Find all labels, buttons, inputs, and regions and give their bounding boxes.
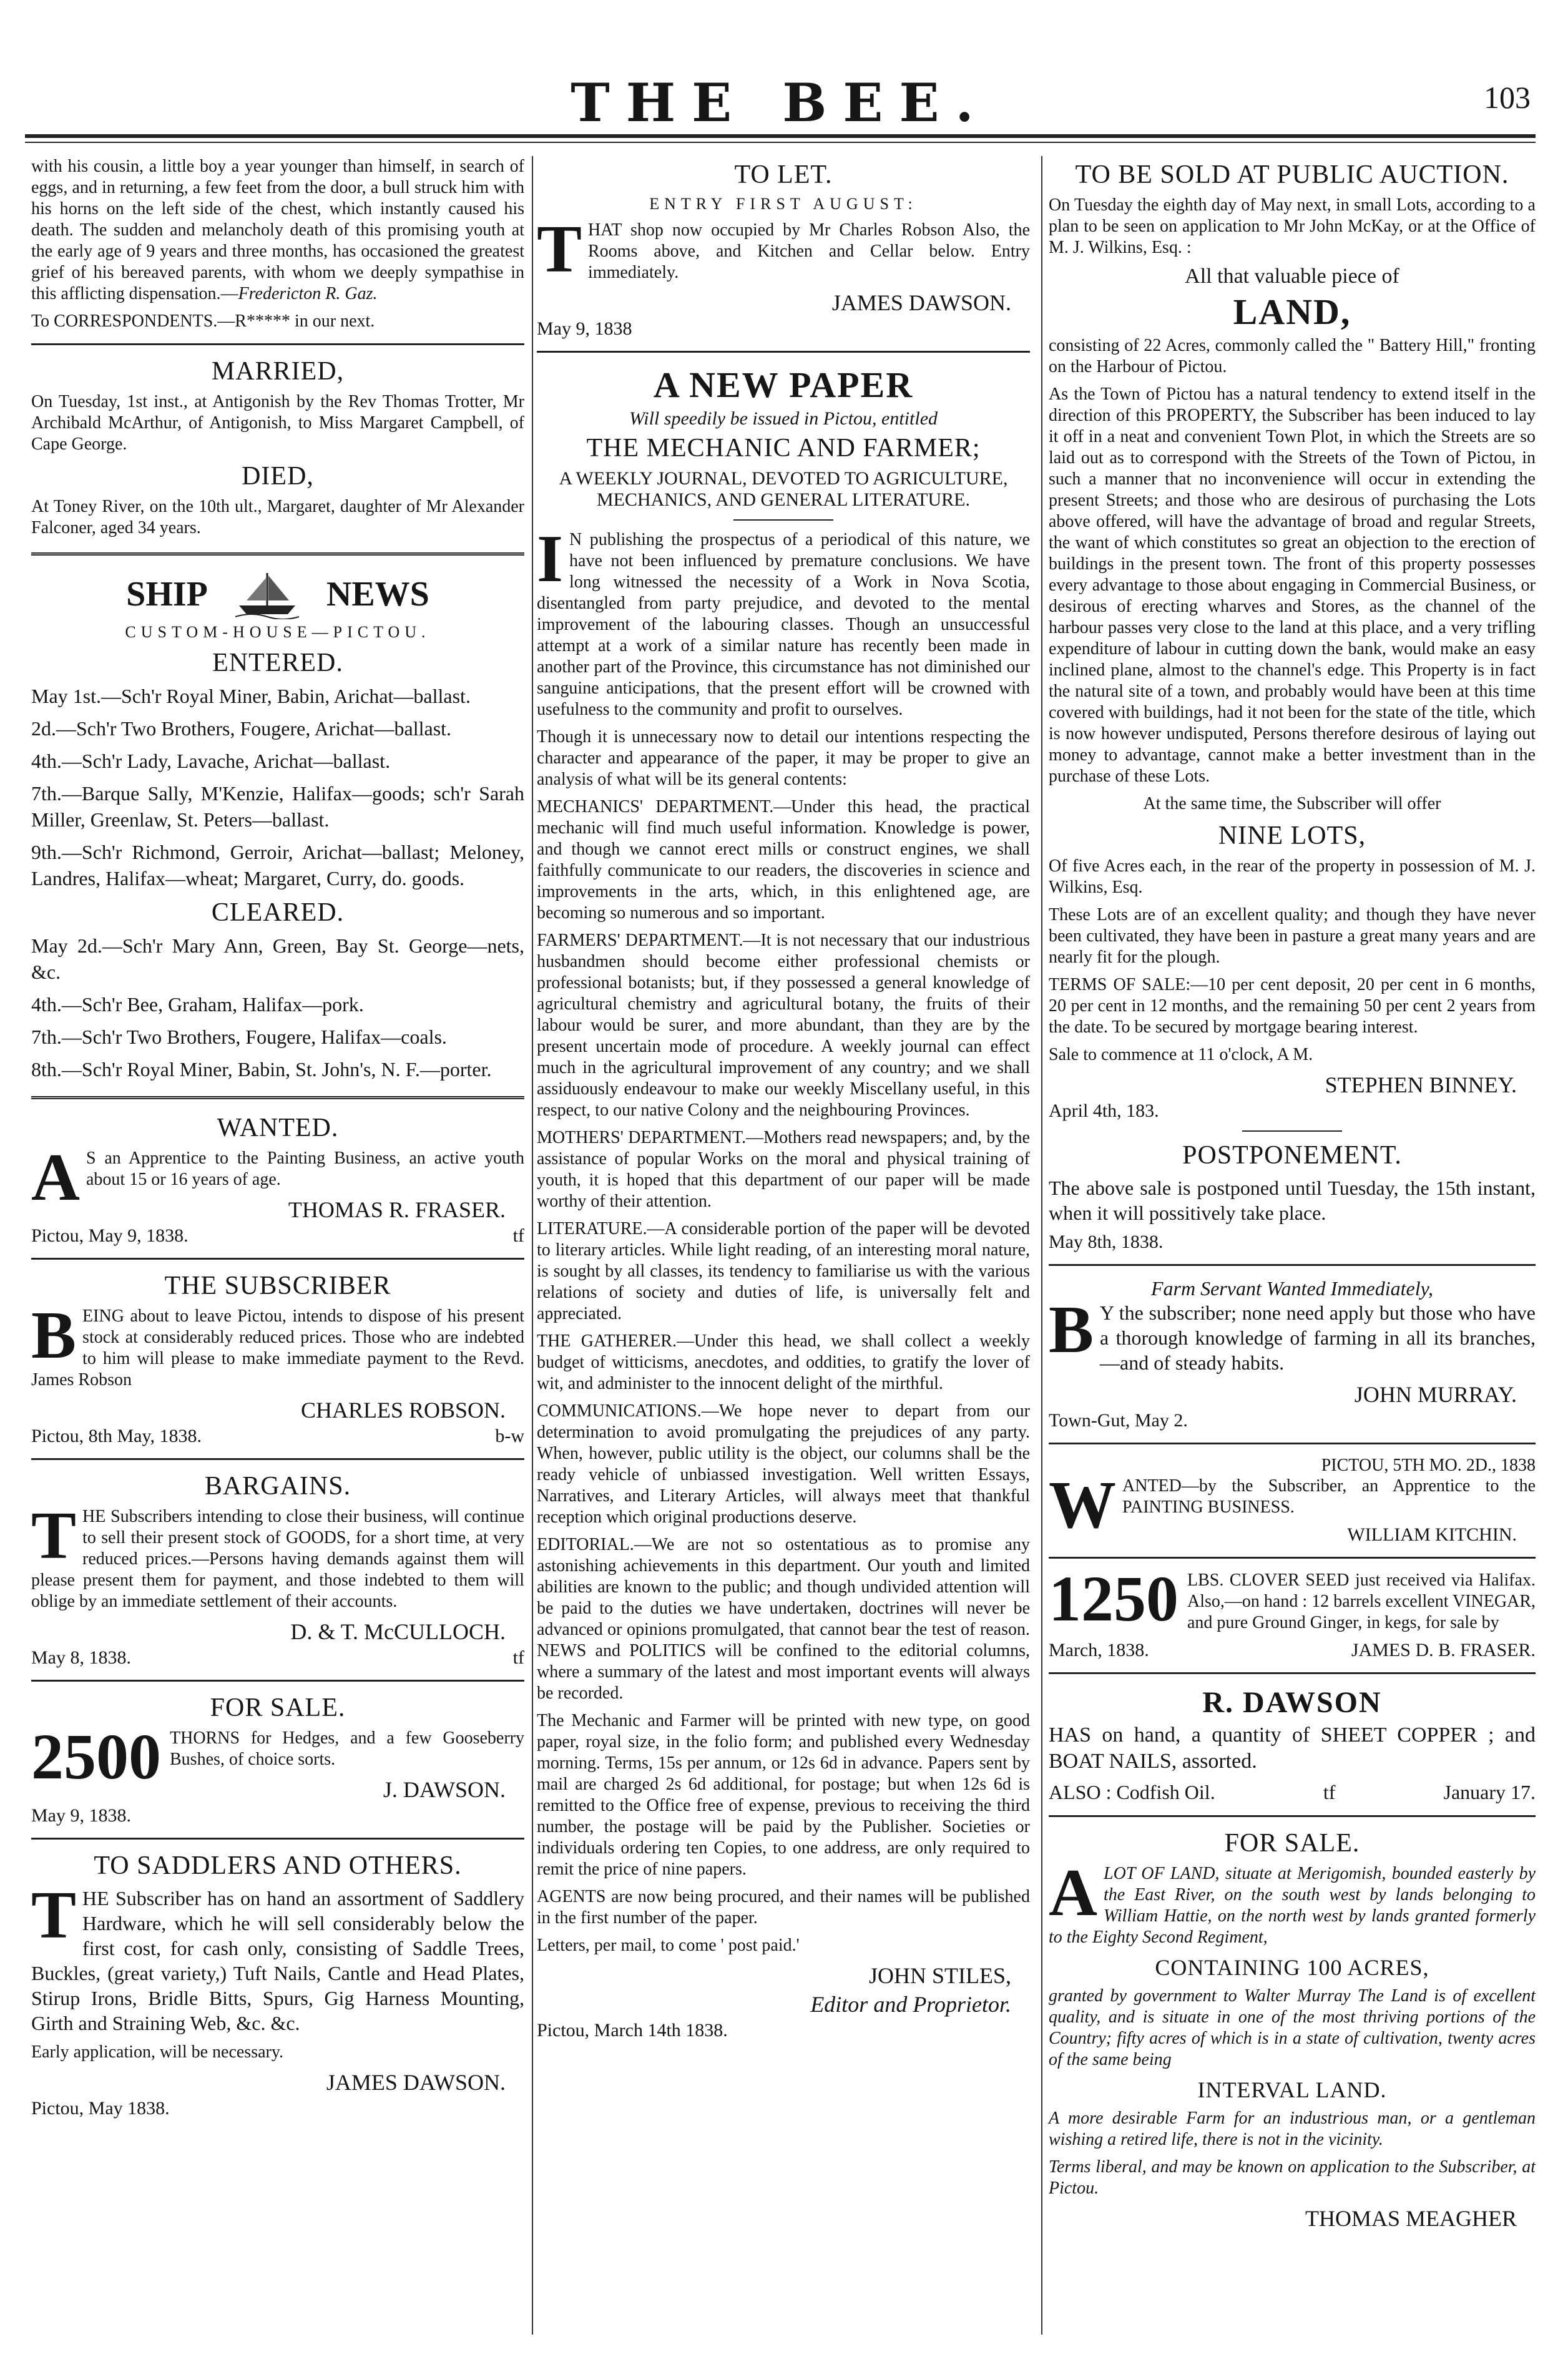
- married-heading: MARRIED,: [211, 357, 345, 386]
- quantity-figure: 1250: [1049, 1563, 1178, 1635]
- signature: CHARLES ROBSON.: [300, 1398, 506, 1423]
- interval-land-heading: INTERVAL LAND.: [1197, 2077, 1387, 2102]
- dateline: March, 1838. JAMES D. B. FRASER.: [1049, 1640, 1536, 1660]
- paragraph: HAS on hand, a quantity of SHEET COPPER ; and BOAT NAILS, assorted.: [1049, 1723, 1536, 1773]
- paragraph: A more desirable Farm for an industrious man, or a gentleman wishing a retired life, there is not in the vicinity.: [1049, 2109, 1536, 2149]
- cleared-heading: CLEARED.: [211, 898, 345, 927]
- paragraph: consisting of 22 Acres, commonly called the " Battery Hill," fronting on the Harbour of Pictou.: [1049, 336, 1536, 376]
- paragraph: THE GATHERER.—Under this head, we shall collect a weekly budget of witticisms, anecdotes, and oddities, to gratify the lover of wit, and administer to the innocent delight of the mirthful.: [537, 1331, 1030, 1393]
- wanted-text: A S an Apprentice to the Painting Business, an active youth about 15 or 16 years of age.: [31, 1140, 524, 1215]
- paragraph: ALOT OF LAND, situate at Merigomish, bounded easterly by the East River, on the south west by lands belonging to William Hattie, on the north west by lands granted formerly to the Eighty Second Regiment,: [1049, 1856, 1536, 1947]
- married-text: On Tuesday, 1st inst., at Antigonish by the Rev Thomas Trotter, Mr Archibald McArthur, of Antigonish, to Miss Margaret Campbell, of Cape George.: [31, 392, 524, 454]
- land-heading: LAND,: [1233, 292, 1351, 332]
- correspondents-note: To CORRESPONDENTS.—R***** in our next.: [31, 311, 375, 331]
- paragraph: The Mechanic and Farmer will be printed with new type, on good paper, royal size, in the folio form; and published every Wednesday morning. Terms, 15s per annum, or 12s 6d in advance. Papers sent by mail are charged 2s 6d additional, for postage; but when 12s 6d is remitted to the Office free of expense, previous to receiving the third number, the postage will be paid by the Publisher. Societies or individuals ordering ten Copies, to one address, are only required to remit the price of nine papers.: [537, 1711, 1030, 1879]
- paragraph: AGENTS are now being procured, and their names will be published in the first number of the paper.: [537, 1887, 1030, 1928]
- dateline: ALSO : Codfish Oil. tf January 17.: [1049, 1781, 1536, 1803]
- divider: [1242, 1130, 1342, 1132]
- paragraph: EDITORIAL.—We are not so ostentatious as to promise any astonishing achievements in this department. Our youth and limited abilities are known to the public; and though undivided attention will be paid to the duties we have undertaken, doctrines will never be advanced or opinions promulgated, that cannot bear the test of reason. NEWS and POLITICS will be confined to the editorial columns, where a summary of the latest and most important events will always be recorded.: [537, 1535, 1030, 1703]
- article-text: with his cousin, a little boy a year younger than himself, in search of eggs, and in returning, a few feet from the door, a bull struck him with his horns on the left side of the chest, which instantly caused his death. The sudden and melancholy death of this promising youth at the early age of 9 years and three months, has occasioned the greatest grief of his bereaved parents, with whom we deeply sympathise in this afflicting dispensation.—Fredericton R. Gaz.: [31, 157, 524, 303]
- quantity-figure: 2500: [31, 1721, 161, 1793]
- paragraph: Of five Acres each, in the rear of the property in possession of M. J. Wilkins, Esq.: [1049, 856, 1536, 897]
- dateline: April 4th, 183.: [1049, 1100, 1159, 1121]
- paragraph: Though it is unnecessary now to detail our intentions respecting the character and appearance of the paper, it may be proper to give an analysis of what will be its general contents:: [537, 727, 1030, 789]
- paragraph: These Lots are of an excellent quality; and though they have never been cultivated, they have been in pasture a great many years and are nearly fit for the plough.: [1049, 905, 1536, 967]
- dateline: May 8th, 1838.: [1049, 1232, 1164, 1252]
- saddlers-text: THE Subscriber has on hand an assortment of Saddlery Hardware, which he will sell considerably below the first cost, for cash only, consisting of Saddle Trees, Buckles, (great variety,) Tuft Nails, Cantle and Head Plates, Stirup Irons, Bridle Bitts, Spurs, Gig Harness Mounting, Girth and Straining Web, &c. &c.: [31, 1878, 524, 2034]
- list-item: 2d.—Sch'r Two Brothers, Fougere, Arichat—ballast.: [31, 717, 452, 740]
- paragraph: WANTED—by the Subscriber, an Apprentice to the PAINTING BUSINESS.: [1049, 1468, 1536, 1542]
- auction-heading: TO BE SOLD AT PUBLIC AUCTION.: [1075, 160, 1509, 189]
- saddlers-note: Early application, will be necessary.: [31, 2042, 284, 2062]
- dateline: Town-Gut, May 2.: [1049, 1410, 1188, 1431]
- nine-lots-heading: NINE LOTS,: [1218, 821, 1366, 850]
- signature: STEPHEN BINNEY.: [1325, 1072, 1517, 1097]
- signature: THOMAS R. FRASER.: [288, 1197, 506, 1222]
- dateline: PICTOU, 5TH MO. 2D., 1838: [1321, 1456, 1536, 1475]
- died-text: At Toney River, on the 10th ult., Margaret, daughter of Mr Alexander Falconer, aged 34 years.: [31, 497, 524, 537]
- list-item: May 2d.—Sch'r Mary Ann, Green, Bay St. George—nets, &c.: [31, 934, 524, 983]
- list-item: 7th.—Barque Sally, M'Kenzie, Halifax—goods; sch'r Sarah Miller, Greenlaw, St. Peters—ballast.: [31, 782, 524, 831]
- forsale-heading: FOR SALE.: [210, 1693, 346, 1722]
- paragraph: COMMUNICATIONS.—We hope never to depart from our determination to avoid promulgating the prejudices of any party. When, however, public utility is the object, our columns shall be the ready vehicle of unbiassed investigation. Well written Essays, Narratives, and Literary Articles, will always meet that thankful reception which original productions deserve.: [537, 1401, 1030, 1527]
- dateline: May 9, 1838.: [31, 1805, 131, 1826]
- drop-cap: T: [31, 1499, 77, 1573]
- page-number: 103: [1484, 80, 1531, 115]
- paragraph: B Y the subscriber; none need apply but those who have a thorough knowledge of farming in all its branches,—and of steady habits.: [1049, 1293, 1536, 1374]
- signature: THOMAS MEAGHER: [1305, 2206, 1517, 2231]
- bargains-heading: BARGAINS.: [204, 1472, 351, 1501]
- drop-cap: B: [31, 1298, 77, 1373]
- paragraph: On Tuesday the eighth day of May next, in small Lots, according to a plan to be seen on application to Mr John McKay, or at the Office of M. J. Wilkins, Esq. :: [1049, 195, 1536, 257]
- list-item: 9th.—Sch'r Richmond, Gerroir, Arichat—ballast; Meloney, Landres, Halifax—wheat; Margaret, Curry, do. goods.: [31, 841, 524, 890]
- masthead-rule: [25, 134, 1536, 138]
- customhouse-label: CUSTOM-HOUSE—PICTOU.: [125, 623, 431, 641]
- divider: [1049, 1672, 1536, 1674]
- column-divider: [532, 156, 533, 2335]
- column-divider: [1041, 156, 1042, 2335]
- divider: [31, 1096, 524, 1099]
- list-item: May 1st.—Sch'r Royal Miner, Babin, Arichat—ballast.: [31, 685, 471, 707]
- signature: J. DAWSON.: [383, 1777, 506, 1802]
- divider: [31, 1838, 524, 1840]
- divider: [537, 351, 1030, 353]
- drop-cap: W: [1049, 1468, 1116, 1542]
- auction-valuable: All that valuable piece of: [1185, 265, 1399, 288]
- new-paper-title: THE MECHANIC AND FARMER;: [586, 434, 981, 463]
- paragraph: At the same time, the Subscriber will offer: [1143, 794, 1441, 813]
- masthead: [25, 72, 1536, 147]
- paragraph: LITERATURE.—A considerable portion of the paper will be devoted to literary articles. While light reading, of an interesting moral nature, is sought by all classes, its tendency to familiarise us with the various relations of society and duties of life, is universally felt and appreciated.: [537, 1219, 1030, 1323]
- drop-cap: I: [537, 522, 564, 596]
- divider: [1049, 1557, 1536, 1559]
- signature-title: Editor and Proprietor.: [810, 1992, 1011, 2017]
- paragraph: MOTHERS' DEPARTMENT.—Mothers read newspapers; and, by the assistance of popular Works on the moral and physical training of youth, it is hoped that this department of our paper will be made worthy of their attention.: [537, 1128, 1030, 1211]
- paragraph: Sale to commence at 11 o'clock, A M.: [1049, 1045, 1313, 1064]
- new-paper-subtitle: Will speedily be issued in Pictou, entitled: [629, 408, 938, 429]
- subscriber-heading: THE SUBSCRIBER: [164, 1272, 391, 1300]
- entered-list: [31, 683, 524, 891]
- drop-cap: T: [31, 1878, 77, 1953]
- newspaper-title: THE BEE.: [571, 72, 990, 134]
- drop-cap: A: [31, 1140, 80, 1215]
- divider: [733, 519, 833, 521]
- divider: [1049, 1815, 1536, 1817]
- drop-cap: B: [1049, 1293, 1094, 1367]
- paragraph: FARMERS' DEPARTMENT.—It is not necessary that our industrious husbandmen should become either professional chemists or professional botanists; but, if they possessed a general knowledge of agricultural chemistry and agricultural botany, the fruits of their labour would be surer, and more abundant, than they are by the present uncertain mode of procedure. A weekly journal can effect much in the agricultural improvement of any country; and we shall assiduously endeavour to make our weekly Miscellany useful, in this respect, to our native Colony and the neighbouring Provinces.: [537, 931, 1030, 1120]
- column-1: [31, 156, 524, 2372]
- farm-servant-heading: Farm Servant Wanted Immediately,: [1150, 1277, 1434, 1300]
- paragraph: Terms liberal, and may be known on application to the Subscriber, at Pictou.: [1049, 2157, 1536, 2198]
- paragraph: Letters, per mail, to come ' post paid.': [537, 1936, 800, 1955]
- drop-cap: T: [537, 212, 582, 287]
- cleared-list: [31, 933, 524, 1082]
- divider: [1049, 1264, 1536, 1266]
- masthead-rule-thin: [25, 142, 1536, 143]
- bargains-text: THE Subscribers intending to close their business, will continue to sell their present stock of GOODS, for a short time, at very reduced prices.—Persons having demands against them will please present them for payment, and those indebted to them will oblige by an immediate settlement of their accounts.: [31, 1499, 524, 1611]
- tolet-heading: TO LET.: [734, 160, 833, 189]
- column-3: [1049, 156, 1536, 2372]
- postponement-heading: POSTPONEMENT.: [1182, 1141, 1402, 1170]
- list-item: 4th.—Sch'r Lady, Lavache, Arichat—ballast.: [31, 750, 391, 772]
- divider: [1049, 1443, 1536, 1444]
- dateline: Pictou, May 1838.: [31, 2098, 170, 2119]
- divider: [31, 1458, 524, 1460]
- signature: JOHN MURRAY.: [1354, 1382, 1517, 1407]
- signature: JAMES DAWSON.: [326, 2070, 506, 2095]
- divider: [31, 552, 524, 556]
- dateline: Pictou, March 14th 1838.: [537, 2020, 728, 2041]
- paragraph: 1250 LBS. CLOVER SEED just received via Halifax. Also,—on hand : 12 barrels excellent VINEGAR, and pure Ground Ginger, in kegs, for sale by: [1049, 1563, 1536, 1635]
- paragraph: As the Town of Pictou has a natural tendency to extend itself in the direction of this PROPERTY, the Subscriber has been induced to lay it off in a neat and convenient Town Plot, in which the Streets are so laid out as to correspond with the Streets of the Town of Pictou, in such a manner that no inconvenience will occur in extending the present Streets; and those who are desirous of purchasing the Lots above offered, will have the advantage of broad and regular Streets, the want of which constitutes so great an objection to the erection of buildings in the present town. The front of this property possesses every advantage to those about engaging in Commercial Business, or desirous of erecting wharves and Stores, as the channel of the harbour passes very close to the land at this place, and a very trifling expenditure of labour in cutting down the bank, would make an easy inclined plane, almost to the channel's edge. This Property is in fact the natural site of a town, and probably would have been at this time covered with buildings, had it not been for the state of the title, which is now however undisputed, Persons therefore desirous of laying out money to advantage, cannot make a better investment than in the purchase of these Lots.: [1049, 385, 1536, 786]
- saddlers-heading: TO SADDLERS AND OTHERS.: [94, 1851, 462, 1880]
- forsale-heading: FOR SALE.: [1224, 1829, 1360, 1858]
- paragraph: TERMS OF SALE:—10 per cent deposit, 20 per cent in 6 months, 20 per cent in 12 months, and the remaining 50 per cent 2 years from the date. To be secured by mortgage bearing interest.: [1049, 975, 1536, 1037]
- dateline: Pictou, 8th May, 1838. b-w: [31, 1426, 524, 1446]
- entered-heading: ENTERED.: [212, 649, 343, 677]
- drop-cap: A: [1049, 1856, 1097, 1930]
- signature: WILLIAM KITCHIN.: [1347, 1524, 1517, 1545]
- tolet-entry: ENTRY FIRST AUGUST:: [649, 195, 918, 213]
- list-item: 8th.—Sch'r Royal Miner, Babin, St. John's, N. F.—porter.: [31, 1058, 492, 1081]
- paragraph: I N publishing the prospectus of a periodical of this nature, we have not been influenced by premature conclusions. We have long witnessed the necessity of a Work in Nova Scotia, disentangled from party prejudice, and devoted to the mental improvement of the labouring classes. Though an unsuccessful attempt at a work of a similar nature has recently been made in another part of the Province, this circumstance has not diminished our sanguine anticipations, that the present effort will be crowned with usefulness to the community and profit to ourselves.: [537, 522, 1030, 719]
- column-2: [537, 156, 1030, 2372]
- paragraph: MECHANICS' DEPARTMENT.—Under this head, the practical mechanic will find much useful information. Knowledge is power, and though we cannot erect mills or construct engines, we shall faithfully communicate to our readers, the discoveries in science and improvements in the arts, which, in this enlightened age, are becoming so numerous and so important.: [537, 797, 1030, 923]
- wanted-heading: WANTED.: [217, 1114, 339, 1142]
- dateline: May 8, 1838. tf: [31, 1647, 524, 1668]
- list-item: 7th.—Sch'r Two Brothers, Fougere, Halifax—coals.: [31, 1026, 447, 1048]
- died-heading: DIED,: [242, 462, 314, 491]
- paragraph: The above sale is postponed until Tuesday, the 15th instant, when it will possitively take place.: [1049, 1177, 1536, 1224]
- forsale-text: 2500 THORNS for Hedges, and a few Gooseberry Bushes, of choice sorts.: [31, 1721, 524, 1793]
- dateline: May 9, 1838: [537, 318, 632, 339]
- divider: [31, 1680, 524, 1682]
- new-paper-description: A WEEKLY JOURNAL, DEVOTED TO AGRICULTURE, MECHANICS, AND GENERAL LITERATURE.: [559, 468, 1008, 510]
- containing-heading: CONTAINING 100 ACRES,: [1155, 1955, 1429, 1980]
- divider: [31, 1258, 524, 1260]
- tolet-text: THAT shop now occupied by Mr Charles Robson Also, the Rooms above, and Kitchen and Cellar below. Entry immediately.: [537, 212, 1030, 287]
- signature: JAMES DAWSON.: [831, 290, 1011, 315]
- ship-news-heading: SHIP NEWS: [31, 569, 524, 619]
- new-paper-heading: A NEW PAPER: [653, 365, 914, 405]
- subscriber-text: BEING about to leave Pictou, intends to dispose of his present stock at considerably reduced prices. Those who are indebted to him will please to make immediate payment to the Revd. James Robson: [31, 1298, 524, 1389]
- dateline: Pictou, May 9, 1838. tf: [31, 1225, 524, 1246]
- signature: D. & T. McCULLOCH.: [290, 1619, 506, 1644]
- paragraph: granted by government to Walter Murray The Land is of excellent quality, and is situate in one of the most thriving portions of the Country; fifty acres of which is in a state of cultivation, twenty acres of the same being: [1049, 1986, 1536, 2069]
- dawson-heading: R. DAWSON: [1202, 1686, 1382, 1719]
- signature: JOHN STILES,: [868, 1963, 1011, 1988]
- divider: [31, 343, 524, 345]
- list-item: 4th.—Sch'r Bee, Graham, Halifax—pork.: [31, 993, 364, 1016]
- ship-icon: [233, 569, 301, 619]
